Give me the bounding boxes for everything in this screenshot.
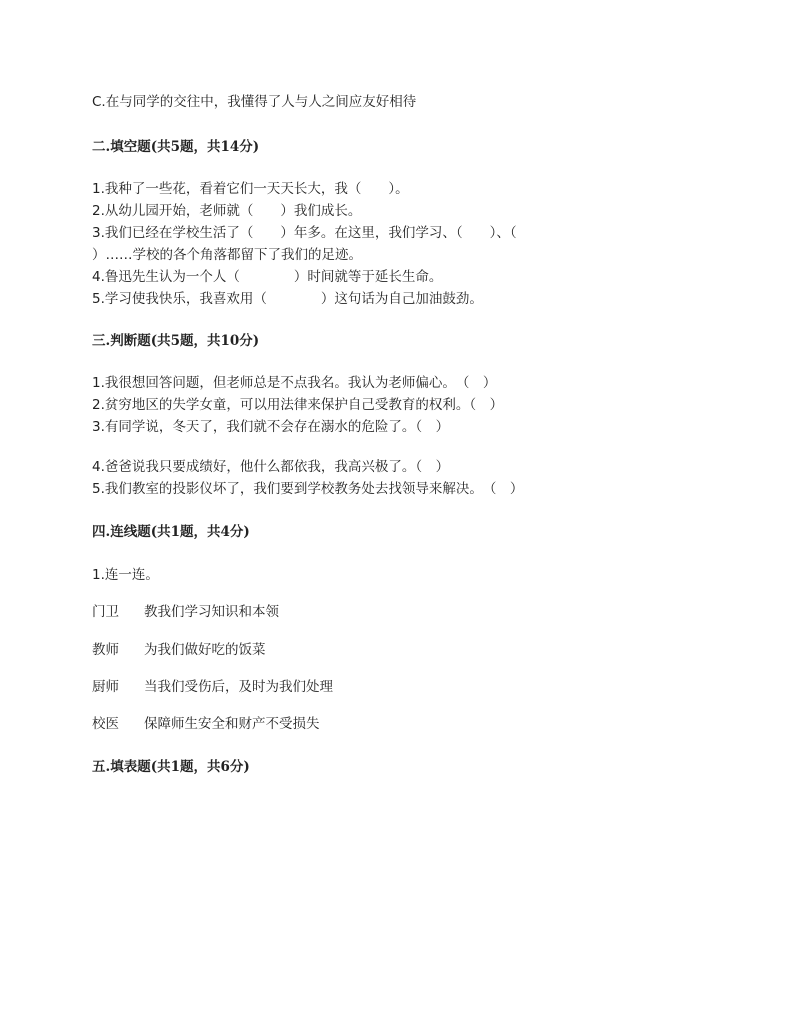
fill-blank-item-4: 4.鲁迅先生认为一个人（ ）时间就等于延长生命。: [92, 269, 443, 285]
matching-left-item: 教师: [92, 642, 119, 658]
section-heading-matching: 四.连线题(共1题，共4分): [92, 524, 250, 540]
fill-blank-item-1: 1.我种了一些花，看着它们一天天长大，我（ ）。: [92, 181, 409, 197]
section-heading-table: 五.填表题(共1题，共6分): [92, 759, 250, 775]
matching-right-item: 保障师生安全和财产不受损失: [144, 716, 320, 732]
true-false-item-2: 2.贫穷地区的失学女童，可以用法律来保护自己受教育的权利。（ ）: [92, 397, 504, 413]
matching-left-item: 门卫: [92, 604, 119, 620]
matching-right-item: 教我们学习知识和本领: [144, 604, 279, 620]
fill-blank-item-3: 3.我们已经在学校生活了（ ）年多。在这里，我们学习、（ ）、（: [92, 225, 517, 241]
matching-question: 1.连一连。: [92, 567, 159, 583]
matching-left-item: 厨师: [92, 679, 119, 695]
true-false-item-1: 1.我很想回答问题，但老师总是不点我名。我认为老师偏心。 （ ）: [92, 375, 497, 391]
option-c-line: C.在与同学的交往中，我懂得了人与人之间应友好相待: [92, 94, 417, 110]
true-false-item-5: 5.我们教室的投影仪坏了，我们要到学校教务处去找领导来解决。 （ ）: [92, 481, 524, 497]
section-heading-true-false: 三.判断题(共5题，共10分): [92, 333, 260, 349]
matching-left-item: 校医: [92, 716, 119, 732]
fill-blank-item-2: 2.从幼儿园开始，老师就（ ）我们成长。: [92, 203, 362, 219]
section-heading-fill-blank: 二.填空题(共5题，共14分): [92, 139, 260, 155]
matching-right-item: 当我们受伤后，及时为我们处理: [144, 679, 333, 695]
true-false-item-3: 3.有同学说，冬天了，我们就不会存在溺水的危险了。（ ）: [92, 419, 450, 435]
fill-blank-item-3-continued: ）……学校的各个角落都留下了我们的足迹。: [92, 247, 362, 263]
true-false-item-4: 4.爸爸说我只要成绩好，他什么都依我，我高兴极了。（ ）: [92, 459, 450, 475]
matching-right-item: 为我们做好吃的饭菜: [144, 642, 266, 658]
fill-blank-item-5: 5.学习使我快乐，我喜欢用（ ）这句话为自己加油鼓劲。: [92, 291, 483, 307]
